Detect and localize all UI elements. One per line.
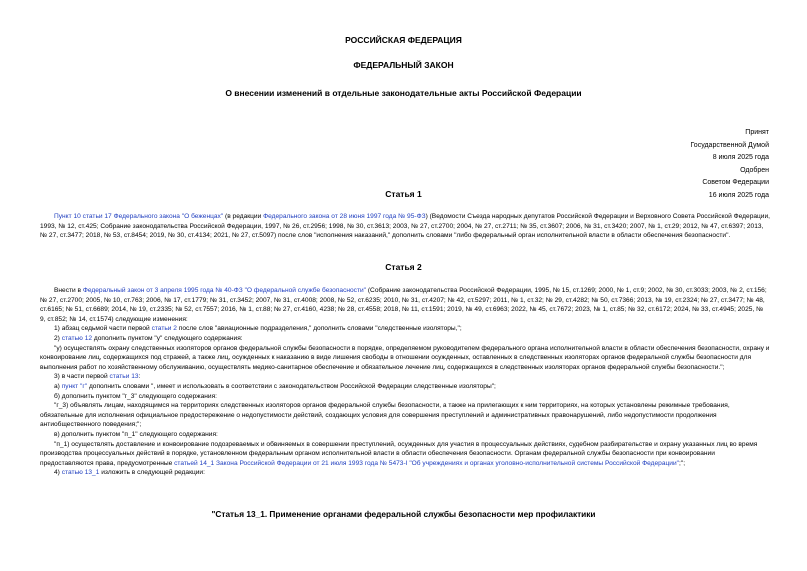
link-article-13-1[interactable]: статью 13_1 (61, 469, 100, 477)
council-date: 16 июля 2025 года (708, 191, 769, 199)
item-2 (40, 334, 770, 344)
article-2-intro (40, 286, 770, 324)
item-1-text-a: 1) абзац седьмой части первой (54, 325, 152, 333)
item-3a (40, 382, 770, 392)
item-3 (40, 372, 770, 382)
item-2-quote: "у) осуществлять охрану следственных изоляторов органов федеральной службы безопасности в порядке, определяемом руководителем федерального органа исполнительной власти в области обеспечения безопасности, охрану и конвоирование лиц, содержащихся под стражей, а также лиц, осужденных к наказанию в виде лишения свободы в отношении осужденных, оставленных в следственных изоляторах органов федеральной службы безопасности для выполнения работ по хозяйственному обслуживанию, осуществлять медико-санитарное обеспечение и обязательное лечение лиц, содержащихся в следственных изоляторах органов федеральной службы безопасности."; (40, 344, 770, 371)
article-2-heading: Статья 2 (385, 262, 422, 272)
country-heading: РОССИЙСКАЯ ФЕДЕРАЦИЯ (345, 35, 462, 45)
accepted-label: Принят (745, 129, 769, 136)
item-3c-quote-text: "п_1) осуществлять доставление и конвоирование подозреваемых и обвиняемых в совершении преступлений, осужденных для участия в процессуальных действиях, судебном разбирательстве и охрану указанных лиц во время производства процессуальных действий в порядке, установленном федеральным органом исполнительной власти в области обеспечения безопасности. Органам федеральной службы безопасности при конвоировании предоставляются права, предусмотренные (40, 440, 758, 467)
item-3a-text-a: а) (54, 382, 62, 390)
item-4-text-a: 4) (54, 469, 62, 477)
link-article-13[interactable]: статьи 13 (109, 373, 139, 381)
intro-text-a: Внести в (54, 287, 83, 294)
item-3b: б) дополнить пунктом "г_3" следующего содержания: (54, 392, 217, 400)
item-1 (40, 324, 770, 334)
council-label: Советом Федерации (702, 179, 769, 186)
link-95fz[interactable]: Федерального закона от 28 июня 1997 года № 95-ФЗ (263, 213, 426, 220)
article-13-1-heading: "Статья 13_1. Применение органами федеральной службы безопасности мер профилактики (211, 509, 596, 519)
item-2-text-a: 2) (54, 334, 62, 342)
article-2-body (40, 286, 770, 478)
item-3b-quote: "г_3) объявлять лицам, находящимся на территориях следственных изоляторов органов федеральной службы безопасности, а также на прилегающих к ним территориях, на которых установлены режимные требования, обязательные для исполнения официальное предостережение о недопустимости действий, создающих условия для совершения преступлений и административных правонарушений, либо недопустимости продолжения антиобщественного поведения;"; (40, 402, 730, 429)
article-1-body (40, 212, 770, 241)
approved-label: Одобрен (740, 166, 769, 174)
item-3-text-b: : (138, 373, 141, 381)
article-1-text-b: ) (Ведомости Съезда народных депутатов Российской Федерации и Верховного Совета Российской Федерации, 1993, № 12, ст.425; Собрание законодательства Российской Федерации, 1997, № 26, ст.2956; 1998, № 30, ст.3613; 2003, № 27, ст.2700; 2004, № 27, ст.2711; № 35, ст.3607; 2006, № 31, ст.3420; 2007, № 1, ст.29; 2012, № 47, ст.6397; 2013, № 27, ст.3477; 2018, № 53, ст.8454; 2019, № 30, ст.4134; 2021, № 27, ст.5097) после слов "исполнения наказаний," дополнить словами "либо федеральный орган исполнительной власти в области обеспечения безопасности". (40, 213, 770, 240)
duma-label: Государственной Думой (690, 141, 769, 149)
law-title: О внесении изменений в отдельные законодательные акты Российской Федерации (225, 88, 582, 98)
item-3-text-a: 3) в части первой (54, 373, 110, 381)
article-1-paragraph (40, 212, 770, 241)
item-4 (40, 468, 770, 478)
link-punkt-g[interactable]: пункт "г" (61, 382, 88, 390)
item-3c-quote-end: ;"; (679, 459, 686, 467)
duma-date: 8 июля 2025 года (712, 154, 769, 161)
link-article-14-1[interactable]: статьей 14_1 Закона Российской Федерации от 21 июля 1993 года № 5473-I "Об учреждениях и органах уголовно-исполнительной системы Российской Федерации" (174, 459, 680, 467)
doc-type-heading: ФЕДЕРАЛЬНЫЙ ЗАКОН (353, 60, 454, 70)
article-1-text-a: (в редакции (223, 213, 264, 220)
link-article-12[interactable]: статью 12 (61, 334, 93, 342)
link-fsb-law[interactable]: Федеральный закон от 3 апреля 1995 года № 40-ФЗ "О федеральной службе безопасности" (82, 287, 367, 294)
item-1-text-b: после слов "авиационные подразделения," дополнить словами "следственные изоляторы,"; (176, 325, 462, 333)
link-refugee-law[interactable]: Федерального закона "О беженцах" (113, 213, 224, 220)
item-4-text-b: изложить в следующей редакции: (99, 469, 205, 477)
item-3a-text-b: дополнить словами ", имеет и использовать в соответствии с законодательством Российской Федерации следственные изоляторы"; (87, 382, 496, 390)
link-article-2[interactable]: статьи 2 (151, 325, 177, 333)
article-1-heading: Статья 1 (385, 189, 422, 199)
item-2-text-b: дополнить пунктом "у" следующего содержания: (92, 334, 243, 342)
link-punkt-10[interactable]: Пункт 10 статьи 17 (54, 213, 112, 220)
intro-text-b: (Собрание законодательства Российской Федерации, 1995, № 15, ст.1269; 2000, № 1, ст.9; 2002, № 30, ст.3033; 2003, № 2, ст.156; № 27, ст.2700; 2005, № 10, ст.763; 2006, № 17, ст.1779; № 31, ст.3452; 2007, № 31, ст.4008; 2008, № 52, ст.6235; 2010, № 31, ст.4207; № 42, ст.5297; 2011, № 1, ст.32; № 29, ст.4282; № 50, ст.7366; 2013, № 19, ст.2324; № 27, ст.3477; № 48, ст.6165; № 51, ст.6689; 2014, № 19, ст.2335; № 52, ст.7557; 2016, № 1, ст.88; № 27, ст.4160, 4238; № 28, ст.4558; 2018, № 11, ст.1591; 2019, № 49, ст.6963; 2022, № 45, ст.7672; 2023, № 1, ст.85; № 32, ст.6172; 2024, № 33, ст.4945; 2025, № 9, ст.852; № 14, ст.1574) следующие изменения: (40, 287, 767, 323)
item-3c: в) дополнить пунктом "п_1" следующего содержания: (54, 430, 218, 438)
item-3c-quote (40, 440, 770, 469)
